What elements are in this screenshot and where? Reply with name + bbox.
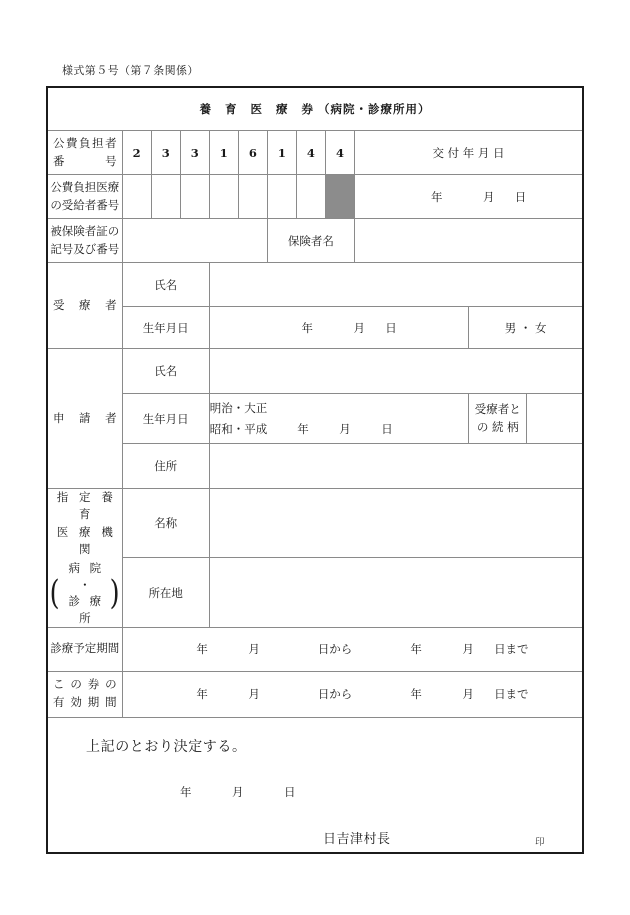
institution-location-row (48, 558, 582, 627)
treatment-to-month: 月 (462, 642, 474, 657)
institution-label-line1: 指 定 養 育 (56, 490, 117, 522)
treatment-from-day: 日から (317, 642, 353, 657)
recipient-cell-7[interactable] (296, 175, 325, 219)
decision-date-day: 日 (284, 784, 296, 799)
patient-birth-fields[interactable] (209, 307, 468, 349)
recipient-cell-6[interactable] (267, 175, 296, 219)
applicant-era-line1: 明治・大正 (209, 401, 268, 416)
applicant-era-line2-wrap (210, 419, 468, 439)
seal-mark-icon: 印 (535, 836, 545, 848)
title-row (48, 88, 582, 131)
issue-date-day: 日 (514, 189, 527, 204)
insurance-row (48, 219, 582, 263)
medical-voucher-form (46, 86, 584, 854)
validity-from-day: 日から (317, 687, 353, 702)
applicant-name-label: 氏名 (122, 349, 209, 394)
recipient-cell-1[interactable] (122, 175, 151, 219)
payer-digit-4: 1 (209, 131, 238, 175)
payer-digit-1: 2 (122, 131, 151, 175)
applicant-birth-fields[interactable] (209, 394, 468, 444)
recipient-number-label-line1: 公費負担医療 (50, 179, 120, 194)
decision-row (48, 717, 582, 852)
validity-label-line2: 有 効 期 間 (53, 695, 117, 710)
insurer-name-value[interactable] (355, 219, 583, 263)
patient-birth-year: 年 (301, 320, 313, 335)
issue-date-year: 年 (431, 189, 443, 204)
patient-gender-field[interactable]: 男 ・ 女 (469, 307, 582, 349)
recipient-number-label-line2: の受給者番号 (50, 197, 120, 212)
applicant-section-label-text: 申 請 者 (53, 410, 117, 425)
validity-to-month: 月 (462, 687, 474, 702)
applicant-relation-label-line2: の 続 柄 (476, 419, 519, 434)
decision-date-fields[interactable] (180, 784, 296, 800)
patient-name-row (48, 263, 582, 307)
decision-block (48, 717, 582, 852)
left-paren-icon: ( (49, 573, 60, 614)
validity-period-fields[interactable] (122, 671, 582, 717)
form-title-main: 養 育 医 療 券 (199, 102, 318, 116)
recipient-number-row (48, 175, 582, 219)
applicant-relation-label-line1: 受療者と (474, 402, 521, 417)
recipient-cell-shaded (325, 175, 354, 219)
patient-section-label (48, 263, 122, 349)
decision-headline: 上記のとおり決定する。 (86, 738, 247, 755)
recipient-cell-5[interactable] (238, 175, 267, 219)
validity-from-year: 年 (196, 687, 208, 702)
institution-label-line2: 医 療 機 関 (56, 524, 117, 556)
institution-section-label (48, 489, 122, 628)
patient-birth-day: 日 (385, 320, 397, 335)
applicant-birth-month: 月 (339, 421, 351, 436)
recipient-cell-4[interactable] (209, 175, 238, 219)
payer-digit-2: 3 (151, 131, 180, 175)
institution-name-label: 名称 (122, 489, 209, 558)
treatment-period-fields[interactable] (122, 627, 582, 671)
payer-digit-3: 3 (180, 131, 209, 175)
applicant-section-label (48, 349, 122, 489)
validity-period-row (48, 671, 582, 717)
recipient-number-label (48, 175, 122, 219)
applicant-name-value[interactable] (209, 349, 582, 394)
applicant-address-row (48, 444, 582, 489)
decision-content (48, 718, 582, 852)
decision-date-year: 年 (180, 784, 192, 799)
validity-to-day: 日まで (494, 687, 529, 702)
validity-to-year: 年 (410, 687, 422, 702)
applicant-relation-value[interactable] (527, 394, 582, 444)
treatment-from-year: 年 (196, 642, 208, 657)
applicant-birth-day: 日 (381, 421, 393, 436)
applicant-birth-row (48, 394, 582, 444)
validity-period-label (48, 671, 122, 717)
validity-label-line1: こ の 券 の (53, 677, 117, 692)
treatment-to-day: 日まで (494, 642, 529, 657)
institution-location-label: 所在地 (122, 558, 209, 627)
issue-date-label: 交 付 年 月 日 (355, 131, 583, 175)
form-grid (48, 88, 582, 852)
insurer-name-label: 保険者名 (267, 219, 354, 263)
form-title-paren: （病院・診療所用） (318, 102, 431, 116)
institution-name-row (48, 489, 582, 558)
patient-birth-label: 生年月日 (122, 307, 209, 349)
validity-from-month: 月 (248, 687, 260, 702)
applicant-era-line2: 昭和・平成 (209, 421, 268, 436)
applicant-name-row (48, 349, 582, 394)
institution-bracket-line1: 病 院 ・ (68, 561, 105, 592)
insurance-number-value[interactable] (122, 219, 267, 263)
payer-digit-8: 4 (325, 131, 354, 175)
patient-section-label-text: 受 療 者 (53, 297, 117, 312)
decision-date-month: 月 (232, 784, 244, 799)
institution-location-value[interactable] (209, 558, 582, 627)
treatment-period-row (48, 627, 582, 671)
issue-date-month: 月 (483, 189, 495, 204)
institution-bracket-text (61, 560, 108, 627)
payer-number-label-line1: 公費負担者 (53, 135, 117, 150)
applicant-birth-year: 年 (297, 421, 309, 436)
payer-number-row (48, 131, 582, 175)
patient-name-label: 氏名 (122, 263, 209, 307)
insurance-label-line2: 記号及び番号 (50, 241, 120, 256)
payer-number-label (48, 131, 122, 175)
payer-number-label-line2: 番 号 (53, 153, 117, 168)
form-title (48, 88, 582, 131)
institution-bracket-line2: 診 療 所 (68, 594, 105, 626)
patient-name-value[interactable] (209, 263, 582, 307)
payer-digit-6: 1 (267, 131, 296, 175)
payer-digit-7: 4 (296, 131, 325, 175)
applicant-relation-label (469, 394, 527, 444)
form-code-label: 様式第５号（第７条関係） (62, 64, 199, 77)
institution-name-value[interactable] (209, 489, 582, 558)
treatment-from-month: 月 (248, 642, 260, 657)
treatment-period-label: 診療予定期間 (48, 627, 122, 671)
recipient-cell-2[interactable] (151, 175, 180, 219)
institution-bracket-group (48, 560, 122, 627)
right-paren-icon: ) (110, 573, 120, 614)
applicant-address-label: 住所 (122, 444, 209, 489)
applicant-address-value[interactable] (209, 444, 582, 489)
applicant-birth-label: 生年月日 (122, 394, 209, 444)
treatment-to-year: 年 (410, 642, 422, 657)
patient-birth-month: 月 (353, 320, 365, 335)
insurance-label-line1: 被保険者証の (50, 223, 120, 238)
decision-signer: 日吉津村長 (323, 831, 391, 847)
insurance-number-label (48, 219, 122, 263)
issue-date-fields[interactable] (355, 175, 583, 219)
recipient-cell-3[interactable] (180, 175, 209, 219)
payer-digit-5: 6 (238, 131, 267, 175)
patient-birth-row (48, 307, 582, 349)
